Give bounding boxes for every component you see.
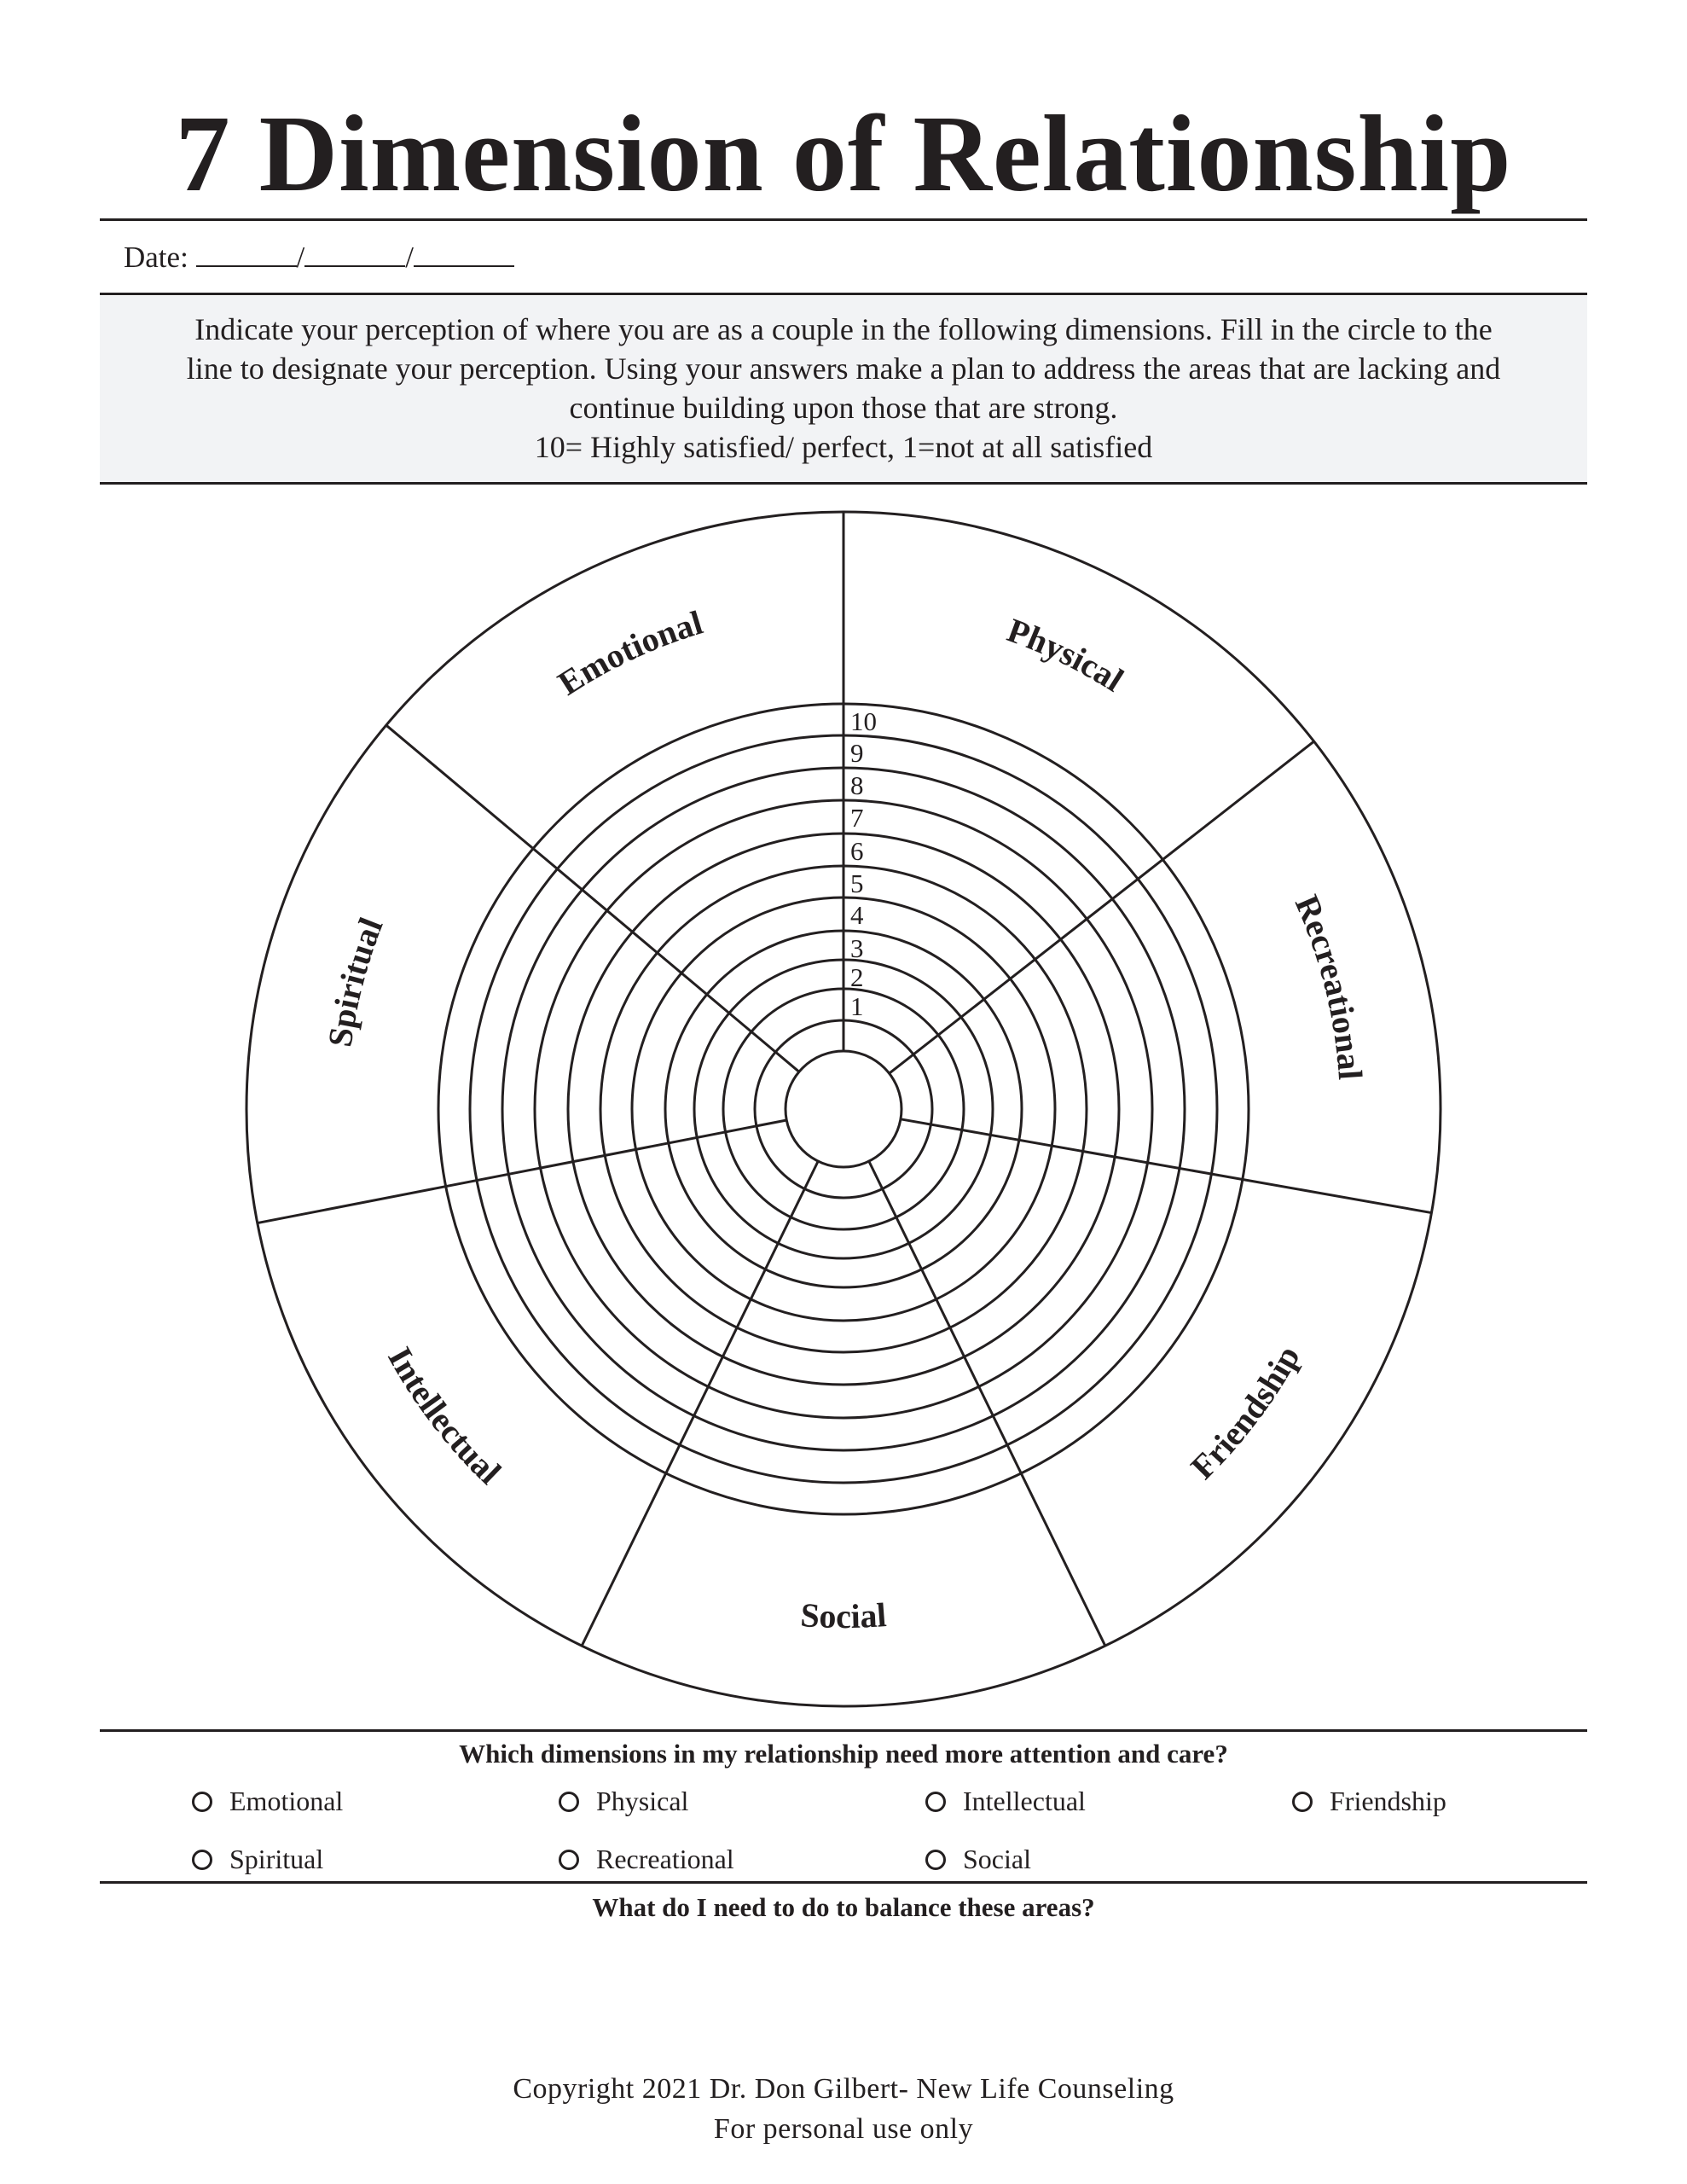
scale-number: 4 <box>850 900 864 930</box>
scale-number: 2 <box>850 962 864 992</box>
date-label: Date: <box>124 241 188 274</box>
wheel-spoke <box>869 1161 1105 1646</box>
option-label: Recreational <box>596 1844 734 1874</box>
option-label: Emotional <box>229 1786 344 1816</box>
radio-circle-icon[interactable] <box>559 1792 579 1812</box>
instructions-line: Indicate your perception of where you are as a couple in the following dimensions. Fill in the circle to the <box>194 312 1493 346</box>
scale-number: 5 <box>850 868 864 898</box>
wheel-spoke <box>890 741 1314 1073</box>
balance-question: What do I need to do to balance these areas? <box>592 1892 1095 1922</box>
wheel-center-circle <box>786 1051 901 1167</box>
dimension-label-emotional: Emotional <box>551 602 707 703</box>
wheel-divider <box>100 1729 1587 1732</box>
date-separator: / <box>405 241 415 274</box>
option-intellectual[interactable] <box>925 1784 1086 1818</box>
options-divider <box>100 1881 1587 1884</box>
scale-number: 3 <box>850 933 864 963</box>
dimension-label-physical: Physical <box>1002 610 1131 700</box>
usage-text: For personal use only <box>713 2113 974 2145</box>
scale-number: 7 <box>850 803 864 833</box>
date-separator: / <box>296 241 305 274</box>
page-title: 7 Dimension of Relationship <box>175 93 1512 214</box>
option-physical[interactable] <box>559 1784 688 1818</box>
option-spiritual[interactable] <box>192 1842 323 1876</box>
dimension-label-intellectual: Intellectual <box>380 1340 509 1492</box>
radio-circle-icon[interactable] <box>925 1792 946 1812</box>
option-label: Spiritual <box>229 1844 324 1874</box>
wheel-spoke <box>582 1161 818 1646</box>
attention-question: Which dimensions in my relationship need more attention and care? <box>459 1739 1228 1769</box>
dimension-label-social: Social <box>799 1594 888 1636</box>
radio-circle-icon[interactable] <box>192 1850 212 1870</box>
instructions-line: 10= Highly satisfied/ perfect, 1=not at all satisfied <box>534 430 1153 464</box>
radio-circle-icon[interactable] <box>559 1850 579 1870</box>
option-social[interactable] <box>925 1842 1031 1876</box>
option-recreational[interactable] <box>559 1842 734 1876</box>
option-label: Intellectual <box>963 1786 1086 1816</box>
option-label: Social <box>963 1844 1031 1874</box>
radio-circle-icon[interactable] <box>925 1850 946 1870</box>
option-label: Friendship <box>1330 1786 1446 1816</box>
dimension-label-spiritual: Spiritual <box>320 912 391 1049</box>
instructions-line: line to designate your perception. Using your answers make a plan to address the areas that are lacking and <box>186 351 1501 386</box>
dimension-label-recreational: Recreational <box>1287 889 1370 1081</box>
dimension-label-friendship: Friendship <box>1183 1339 1307 1487</box>
scale-number: 9 <box>850 738 864 768</box>
instructions-line: continue building upon those that are strong. <box>569 391 1118 425</box>
scale-number: 8 <box>850 770 864 800</box>
scale-number: 10 <box>850 706 877 736</box>
radio-circle-icon[interactable] <box>192 1792 212 1812</box>
option-label: Physical <box>596 1786 689 1816</box>
option-friendship[interactable] <box>1292 1784 1446 1818</box>
copyright-text: Copyright 2021 Dr. Don Gilbert- New Life Counseling <box>513 2073 1174 2105</box>
scale-number: 1 <box>850 991 864 1021</box>
scale-number: 6 <box>850 836 864 866</box>
radio-circle-icon[interactable] <box>1292 1792 1313 1812</box>
option-emotional[interactable] <box>192 1784 343 1818</box>
